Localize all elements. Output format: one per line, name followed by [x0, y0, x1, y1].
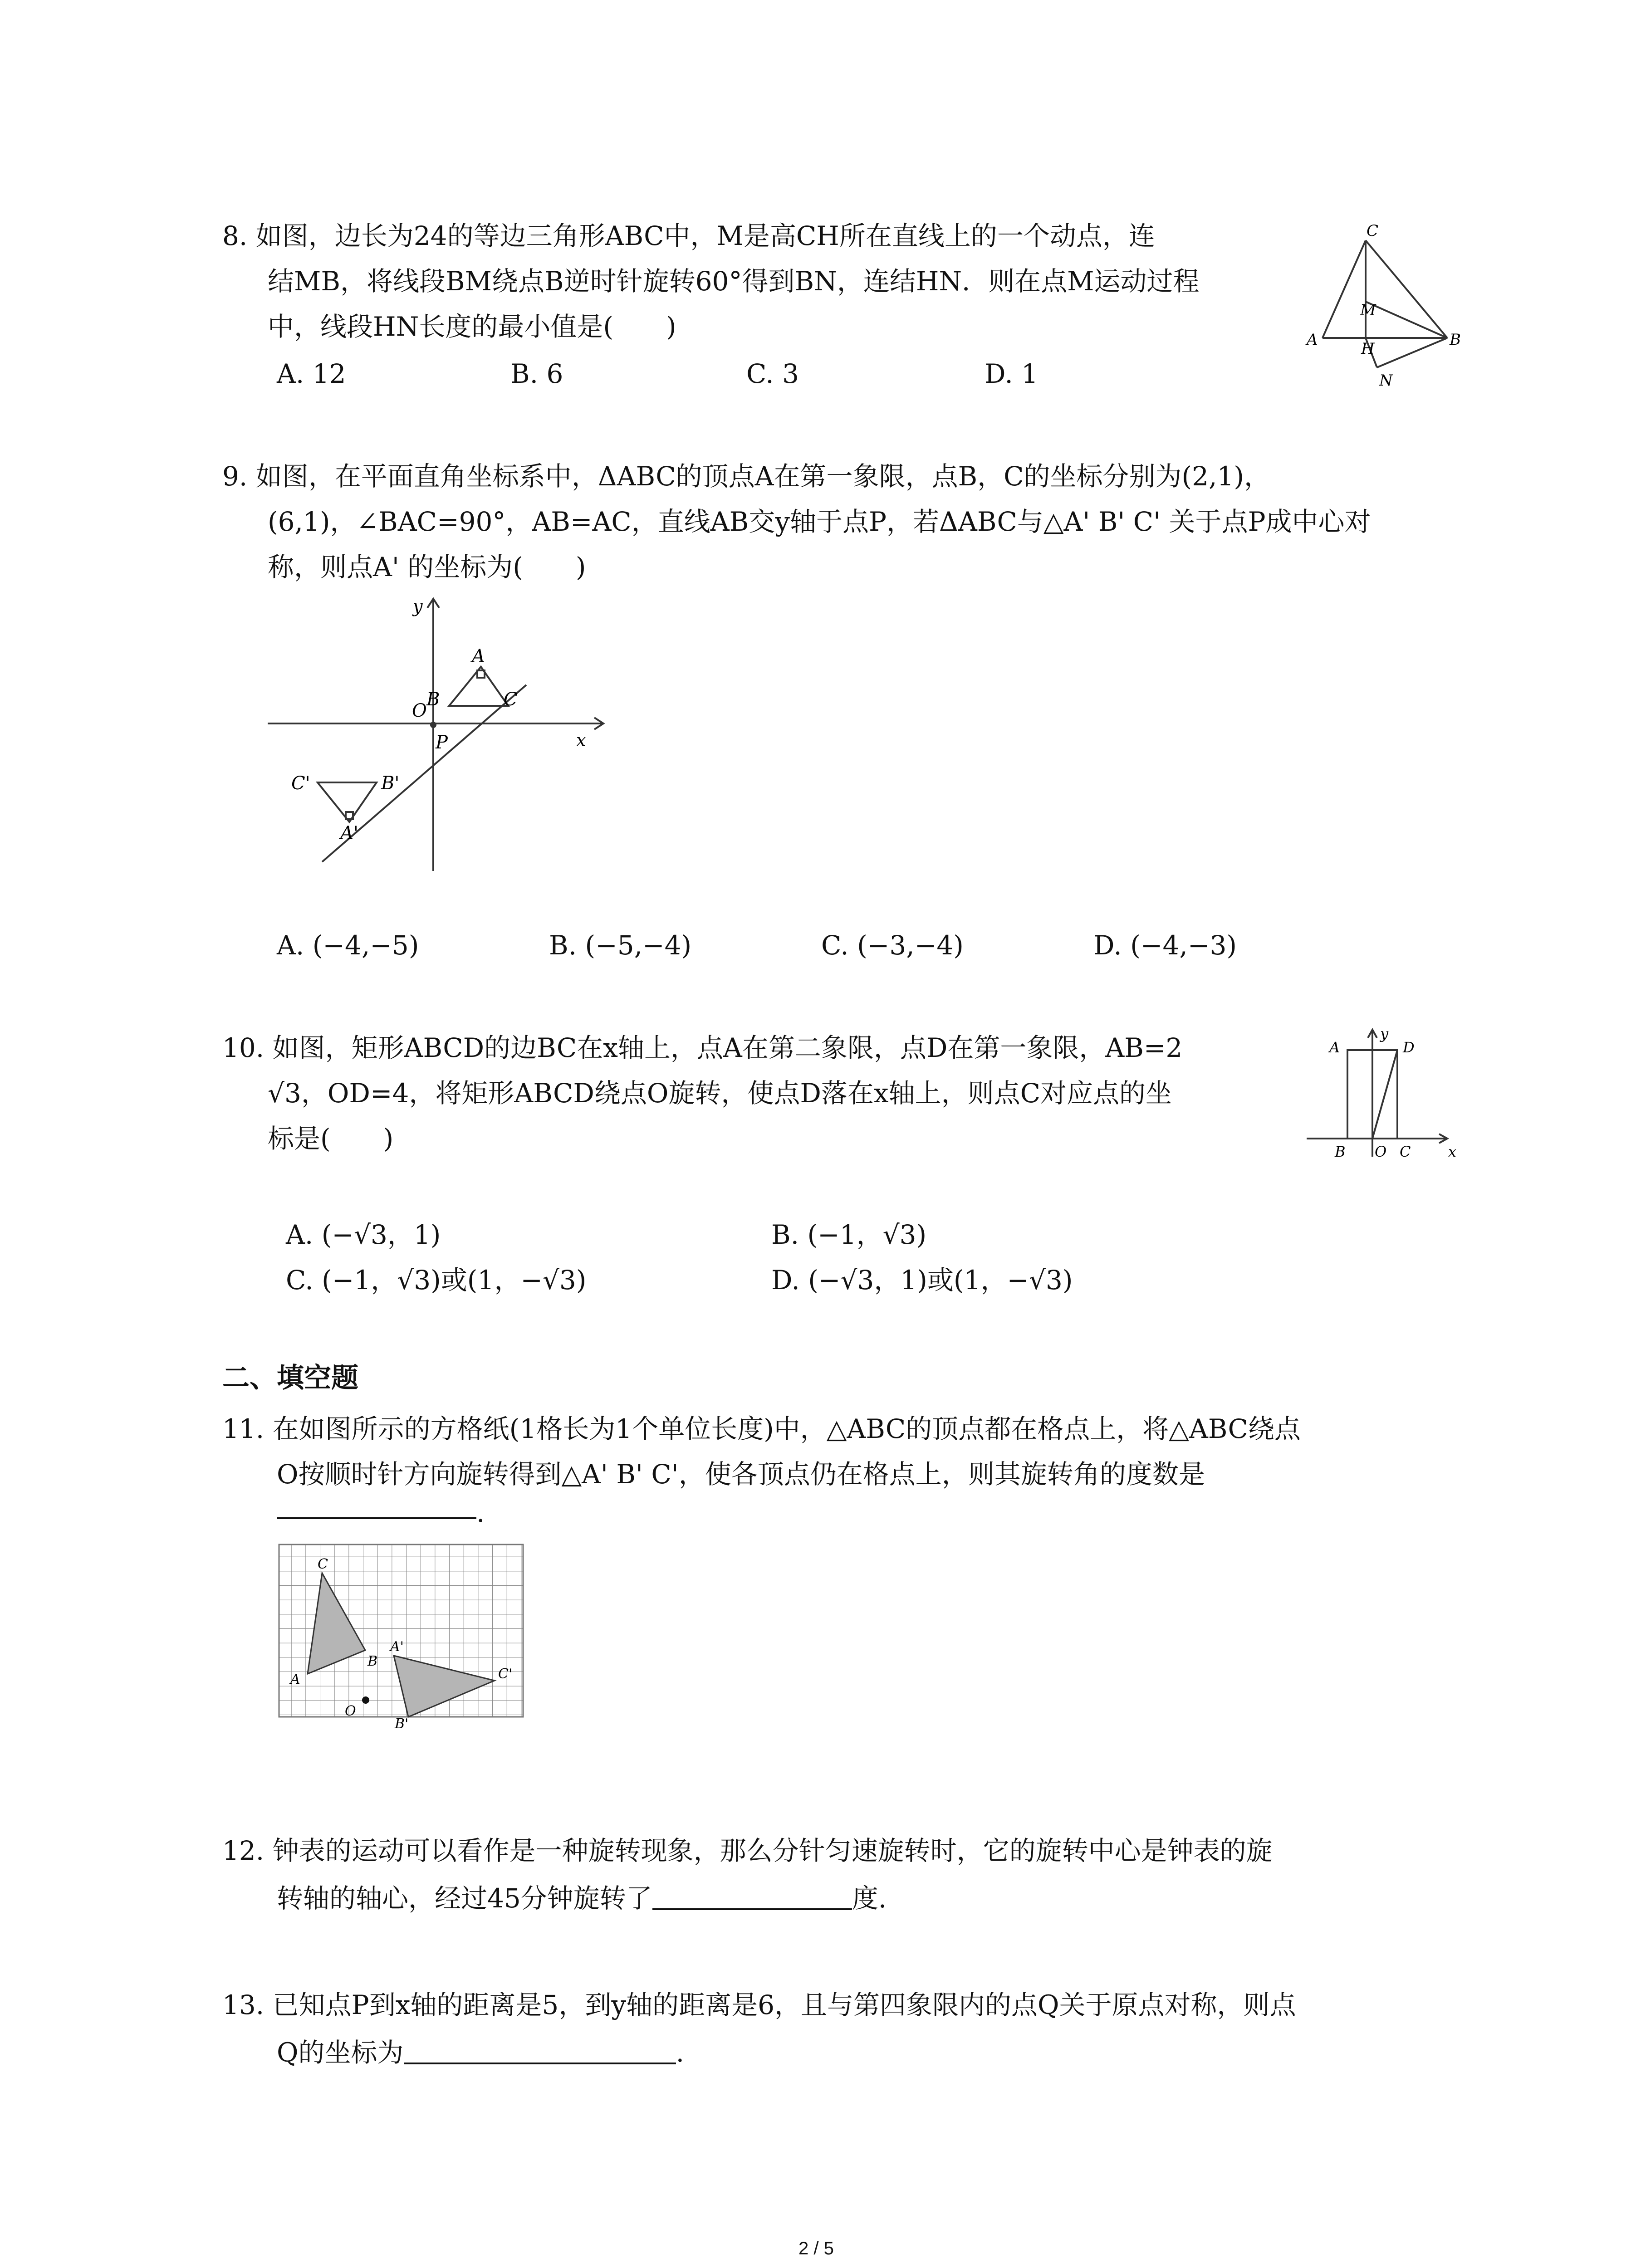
- q11-answer-blank[interactable]: [277, 1517, 476, 1519]
- q8-option-a: A. 12: [277, 358, 346, 389]
- q10-label-y: y: [1380, 1025, 1389, 1042]
- section-title: 二、填空题: [222, 1362, 358, 1394]
- q9-option-a: A. (−4,−5): [277, 930, 419, 961]
- q9-label-b: B: [426, 689, 440, 710]
- q8-label-b: B: [1450, 331, 1461, 349]
- q9-line-1: 9. 如图，在平面直角坐标系中，ΔABC的顶点A在第一象限，点B，C的坐标分别为(2,1)，: [222, 461, 1271, 492]
- q10-label-x: x: [1448, 1143, 1457, 1160]
- q10-line-3: 标是( ): [268, 1123, 394, 1154]
- q9-line-2: (6,1)，∠BAC=90°，AB=AC，直线AB交y轴于点P，若ΔABC与△A' B' C' 关于点P成中心对: [268, 506, 1371, 537]
- q13-line-2: [277, 2030, 684, 2075]
- q9-option-d: D. (−4,−3): [1093, 930, 1237, 961]
- q8-line-2: 结MB，将线段BM绕点B逆时针旋转60°得到BN，连结HN．则在点M运动过程: [268, 266, 1200, 297]
- q9-label-c: C: [504, 689, 518, 710]
- q10-figure: [1302, 1021, 1465, 1166]
- q9-label-p: P: [436, 732, 448, 753]
- q9-label-x: x: [576, 730, 586, 750]
- q8-label-m: M: [1360, 301, 1376, 319]
- q9-label-y: y: [413, 596, 423, 616]
- q9-label-b2: B': [381, 773, 400, 794]
- q9-figure: [268, 590, 622, 880]
- q8-figure: [1298, 218, 1461, 399]
- q10-option-d: D. (−√3，1)或(1，−√3): [771, 1265, 1073, 1295]
- q13-line-1: 13. 已知点P到x轴的距离是5，到y轴的距离是6，且与第四象限内的点Q关于原点对称，则点: [222, 1989, 1296, 2020]
- page-number: 2 / 5: [798, 2239, 834, 2258]
- q11-period: .: [476, 1497, 485, 1528]
- q12-line-2: [277, 1876, 887, 1921]
- q10-label-a: A: [1329, 1039, 1340, 1056]
- q9-option-b: B. (−5,−4): [549, 930, 692, 961]
- q8-label-a: A: [1307, 331, 1318, 349]
- q11-label-a2: A': [390, 1639, 404, 1655]
- q10-option-c: C. (−1，√3)或(1，−√3): [286, 1265, 587, 1295]
- q8-label-h: H: [1361, 340, 1375, 358]
- q9-option-c: C. (−3,−4): [821, 930, 964, 961]
- q9-label-o: O: [412, 700, 427, 721]
- q11-label-c2: C': [498, 1666, 513, 1682]
- q12-line-1: 12. 钟表的运动可以看作是一种旋转现象，那么分针匀速旋转时，它的旋转中心是钟表的旋: [222, 1835, 1273, 1866]
- q10-option-b: B. (−1，√3): [771, 1219, 927, 1250]
- q10-line-2: √3，OD=4，将矩形ABCD绕点O旋转，使点D落在x轴上，则点C对应点的坐: [268, 1078, 1172, 1109]
- q13-answer-blank[interactable]: [404, 2035, 676, 2064]
- q12-line-2-pre: 转轴的轴心，经过45分钟旋转了: [277, 1883, 652, 1914]
- q11-line-2: O按顺时针方向旋转得到△A' B' C'，使各顶点仍在格点上，则其旋转角的度数是: [277, 1459, 1205, 1490]
- q9-label-a: A: [472, 646, 485, 667]
- q12-line-2-post: 度.: [852, 1883, 887, 1914]
- q11-label-b: B: [367, 1653, 378, 1669]
- q12-answer-blank[interactable]: [652, 1881, 852, 1910]
- q8-option-d: D. 1: [985, 358, 1038, 389]
- q8-line-1: 8. 如图，边长为24的等边三角形ABC中，M是高CH所在直线上的一个动点，连: [222, 220, 1155, 251]
- q8-option-c: C. 3: [746, 358, 799, 389]
- q10-label-b: B: [1335, 1143, 1346, 1160]
- q11-line-1: 11. 在如图所示的方格纸(1格长为1个单位长度)中，△ABC的顶点都在格点上，将△ABC绕点: [222, 1413, 1301, 1444]
- q10-label-o: O: [1375, 1143, 1387, 1160]
- q8-label-c: C: [1367, 222, 1379, 240]
- q11-label-b2: B': [395, 1716, 409, 1732]
- q13-line-2-pre: Q的坐标为: [277, 2037, 404, 2068]
- q11-label-o: O: [345, 1703, 356, 1719]
- q10-label-d: D: [1403, 1039, 1415, 1056]
- q11-label-a: A: [290, 1672, 300, 1687]
- q8-option-b: B. 6: [510, 358, 563, 389]
- q13-line-2-post: .: [676, 2037, 684, 2068]
- q9-line-3: 称，则点A' 的坐标为( ): [268, 552, 586, 582]
- q8-label-n: N: [1379, 371, 1393, 390]
- q9-label-c2: C': [291, 773, 310, 794]
- q8-line-3: 中，线段HN长度的最小值是( ): [268, 311, 676, 342]
- q11-figure: [277, 1542, 535, 1733]
- q10-label-c: C: [1400, 1143, 1411, 1160]
- q9-label-a2: A': [340, 823, 358, 844]
- q11-label-c: C: [318, 1556, 328, 1572]
- q10-option-a: A. (−√3，1): [286, 1219, 441, 1250]
- q10-line-1: 10. 如图，矩形ABCD的边BC在x轴上，点A在第二象限，点D在第一象限，AB=2: [222, 1032, 1183, 1063]
